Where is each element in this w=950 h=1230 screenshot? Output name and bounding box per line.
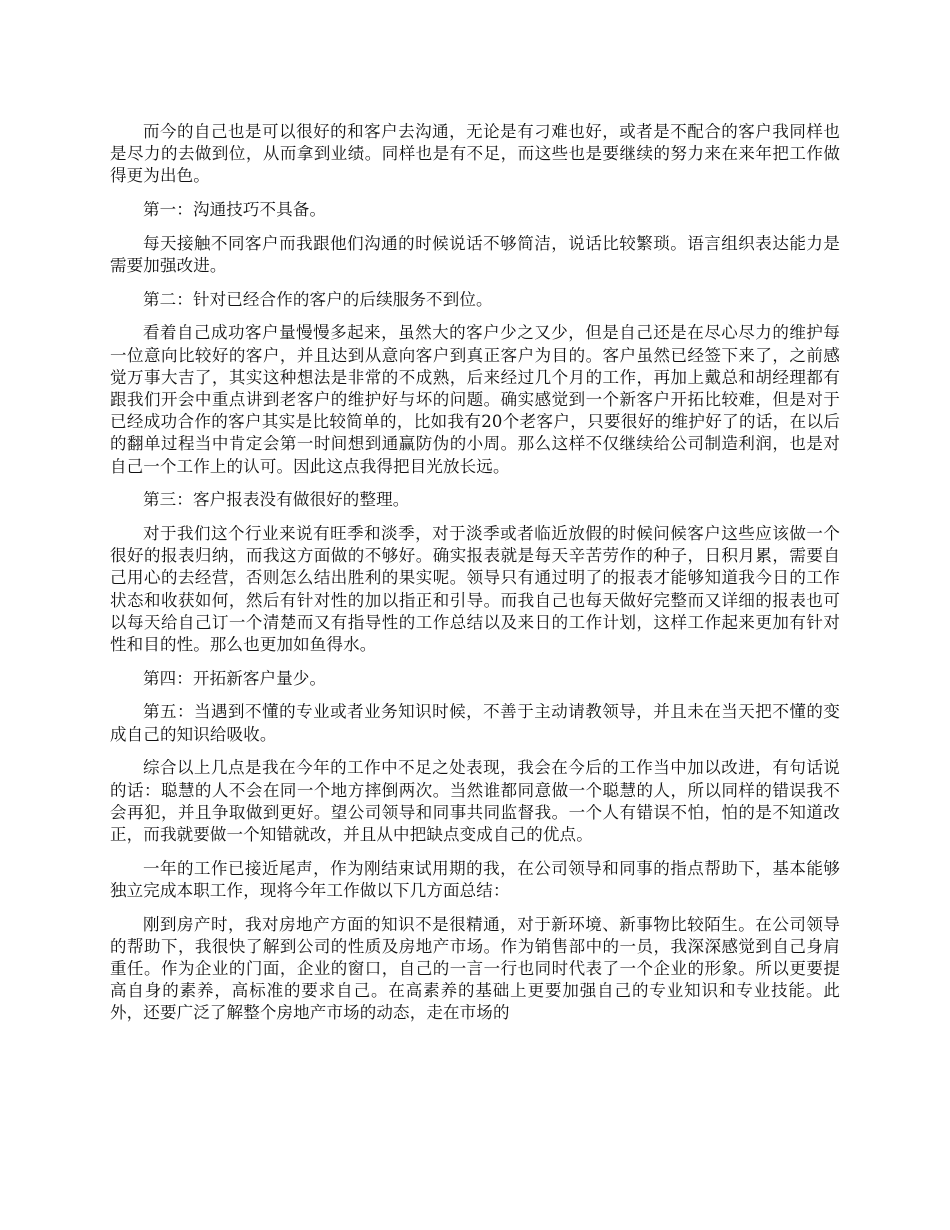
paragraph: 第四：开拓新客户量少。 [143,668,327,688]
paragraph: 综合以上几点是我在今年的工作中不足之处表现，我会在今后的工作当中加以改进，有句话说的话：聪慧的人不会在同一个地方摔倒两次。当然谁都同意做一个聪慧的人，所以同样的错误我不会再犯，并且争取做到更好。望公司领导和同事共同监督我。一个人有错误不怕，怕的是不知道改正，而我就要做一个知错就改，并且从中把缺点变成自己的优点。 [110,758,840,844]
document-body [110,121,840,1036]
paragraph: 第二：针对已经合作的客户的后续服务不到位。 [143,289,493,309]
paragraph: 对于我们这个行业来说有旺季和淡季，对于淡季或者临近放假的时候问候客户这些应该做一个很好的报表归纳，而我这方面做的不够好。确实报表就是每天辛苦劳作的种子，日积月累，需要自己用心的去经营，否则怎么结出胜利的果实呢。领导只有通过明了的报表才能够知道我今日的工作状态和收获如何，然后有针对性的加以指正和引导。而我自己也每天做好完整而又详细的报表也可以每天给自己订一个清楚而又有指导性的工作总结以及来日的工作计划，这样工作起来更加有针对性和目的性。那么也更加如鱼得水。 [110,524,840,655]
paragraph: 第五：当遇到不懂的专业或者业务知识时候，不善于主动请教领导，并且未在当天把不懂的变成自己的知识给吸收。 [110,702,840,744]
paragraph: 看着自己成功客户量慢慢多起来，虽然大的客户少之又少，但是自己还是在尽心尽力的维护每一位意向比较好的客户，并且达到从意向客户到真正客户为目的。客户虽然已经签下来了，之前感觉万事大吉了，其实这种想法是非常的不成熟，后来经过几个月的工作，再加上戴总和胡经理都有跟我们开会中重点讲到老客户的维护好与坏的问题。确实感觉到一个新客户开拓比较难，但是对于已经成功合作的客户其实是比较简单的，比如我有20个老客户，只要很好的维护好了的话，在以后的翻单过程当中肯定会第一时间想到通赢防伪的小周。那么这样不仅继续给公司制造利润，也是对自己一个工作上的认可。因此这点我得把目光放长远。 [110,323,840,476]
paragraph: 第一：沟通技巧不具备。 [143,200,327,220]
paragraph: 一年的工作已接近尾声，作为刚结束试用期的我，在公司领导和同事的指点帮助下，基本能够独立完成本职工作，现将今年工作做以下几方面总结： [110,858,840,900]
paragraph: 刚到房产时，我对房地产方面的知识不是很精通，对于新环境、新事物比较陌生。在公司领导的帮助下，我很快了解到公司的性质及房地产市场。作为销售部中的一员，我深深感觉到自己身肩重任。作为企业的门面，企业的窗口，自己的一言一行也同时代表了一个企业的形象。所以更要提高自身的素养，高标准的要求自己。在高素养的基础上更要加强自己的专业知识和专业技能。此外，还要广泛了解整个房地产市场的动态，走在市场的 [110,914,840,1023]
paragraph: 而今的自己也是可以很好的和客户去沟通，无论是有刁难也好，或者是不配合的客户我同样也是尽力的去做到位，从而拿到业绩。同样也是有不足，而这些也是要继续的努力来在来年把工作做得更为出色。 [110,122,840,186]
paragraph: 每天接触不同客户而我跟他们沟通的时候说话不够简洁，说话比较繁琐。语言组织表达能力是需要加强改进。 [110,233,840,276]
paragraph: 第三：客户报表没有做很好的整理。 [143,490,410,510]
